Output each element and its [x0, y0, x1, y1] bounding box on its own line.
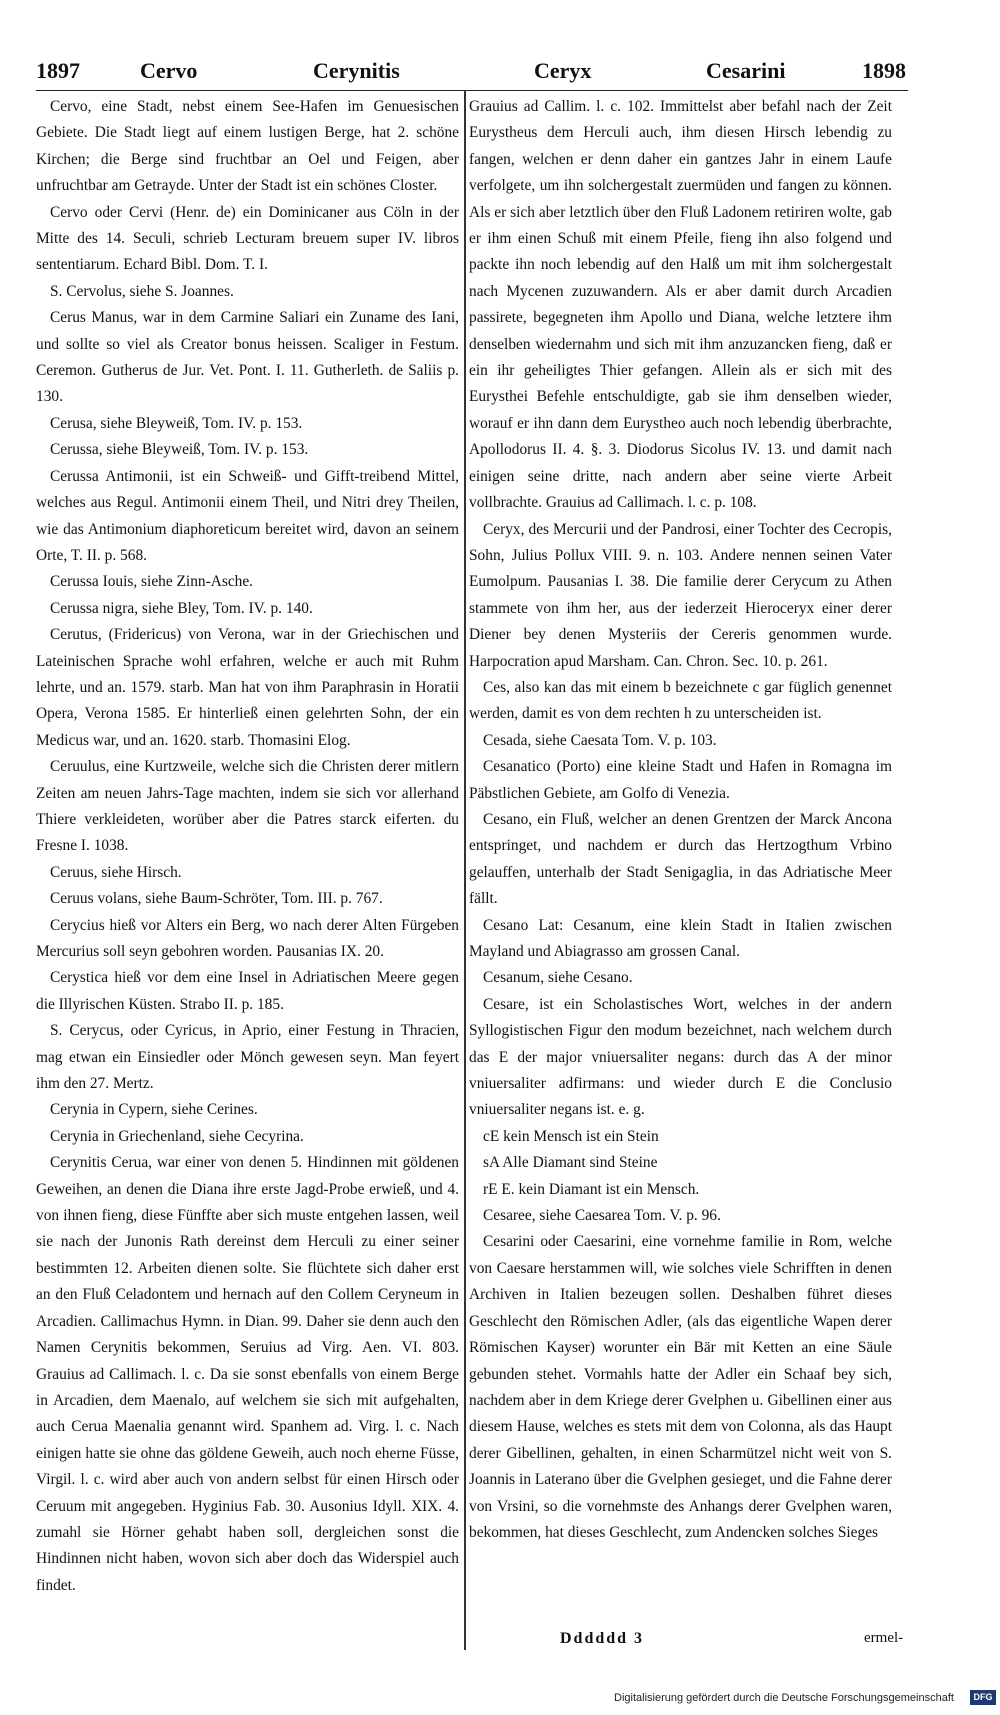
entry-paragraph: S. Cervolus, siehe S. Joannes.: [50, 282, 234, 300]
entry-paragraph: Cesanatico (Porto) eine kleine Stadt und Hafen in Romagna im Päbstlichen Gebiete, am Golfo di Venezia.: [469, 758, 892, 802]
header-keyword-2: Cerynitis: [313, 58, 400, 83]
left-column: [36, 94, 459, 1599]
entry-paragraph: Cesanum, siehe Cesano.: [483, 969, 633, 987]
entry-paragraph: Ceryx, des Mercurii und der Pandrosi, einer Tochter des Cecropis, Sohn, Julius Pollux VIII. 9. n. 103. Andere nennen seinen Vater Eumolpum. Pausanias I. 38. Die familie derer Cerycum zu Athen stammete von ihm her, aus der iederzeit Hieroceryx einer derer Diener bey denen Mysteriis der Cereris genommen wurde. Harpocration apud Marsham. Can. Chron. Sec. 10. p. 261.: [469, 520, 892, 670]
entry-paragraph: Ceruulus, eine Kurtzweile, welche sich die Christen derer mitlern Zeiten am neuen Jahrs-Tage machten, indem sie sich vor allerhand Thiere verkleideten, worüber aber die Patres starck eiferten. du Fresne I. 1038.: [36, 758, 459, 855]
entry-paragraph: Cerynitis Cerua, war einer von denen 5. Hindinnen mit göldenen Geweihen, an denen die Diana ihre erste Jagd-Probe erwieß, und 4. von ihnen fieng, diese Fünffte aber sich muste entgehen lassen, weil sie nach der Junonis Rath dereinst dem Herculi zu einer seiner bestimmten 12. Arbeiten dienen solte. Sie flüchtete sich daher erst an den Fluß Celadontem und hernach auf den Collem Ceryneum in Arcadien. Callimachus Hymn. in Dian. 99. Daher sie denn auch den Namen Cerynitis bekommen, Seruius ad Virg. Aen. VI. 803. Grauius ad Callimach. l. c. Da sie sonst ebenfalls von einem Berge in Arcadien, dem Maenalo, auf welchem sie sich mit aufgehalten, auch Cerua Maenalia genannt wird. Spanhem ad. Virg. l. c. Nach einigen hatte sie ohne das göldene Geweih, auch noch eherne Füsse, Virgil. l. c. wird aber auch von andern selbst für einen Hirsch oder Ceruum mit angegeben. Hyginius Fab. 30. Ausonius Idyll. XIX. 4. zumahl sie Hörner gehabt haben soll, dergleichen sonst die Hindinnen nicht haben, wovon sich aber doch das Widerspiel auch findet.: [36, 1154, 459, 1594]
entry-paragraph: Cerutus, (Fridericus) von Verona, war in der Griechischen und Lateinischen Sprache wohl erfahren, welche er auch mit Ruhm lehrte, und an. 1579. starb. Man hat von ihm Paraphrasin in Horatii Opera, Verona 1585. Er hinterließ einen gelehrten Sohn, der ein Medicus war, und an. 1620. starb. Thomasini Elog.: [36, 626, 459, 749]
entry-paragraph: Ceruus volans, siehe Baum-Schröter, Tom. III. p. 767.: [50, 890, 383, 908]
running-header: [36, 54, 906, 90]
entry-paragraph: Cervo, eine Stadt, nebst einem See-Hafen im Genuesischen Gebiete. Die Stadt liegt auf einem lustigen Berge, hat 2. schöne Kirchen; die Berge sind fruchtbar an Oel und Feigen, aber unfruchtbar am Getrayde. Unter der Stadt ist ein schönes Closter.: [36, 98, 459, 195]
entry-paragraph: Grauius ad Callim. l. c. 102. Immittelst aber befahl nach der Zeit Eurystheus dem Herculi auch, ihm diesen Hirsch lebendig zu fangen, welchen er denn daher ein gantzes Jahr in einem Laufe verfolgete, um ihn solchergestalt zuermüden und fangen zu können. Als er sich aber letztlich über den Fluß Ladonem retiriren wolte, gab er ihm einen Schuß mit einem Pfeile, fieng ihn also folgend und packte ihn noch lebendig auf den Halß um mit ihm solchergestalt nach Mycenen zuzuwandern. Als er aber damit durch Arcadien passirete, begegneten ihm Apollo und Diana, welche letztere ihm denselben wiedernahm und sich mit ihm anzuzancken fieng, daß er ein ihr geheiligtes Thier gefangen. Allein als er sich mit des Eurysthei Befehle entschuldigte, gab sie ihm denselben wieder, worauf er ihn dann dem Eurystheo auch noch lebendig überbrachte, Apollodorus II. 4. §. 3. Diodorus Sicolus IV. 13. und damit nach einigen seine dritte, nach andern aber seine vierte Arbeit vollbrachte. Grauius ad Callimach. l. c. p. 108.: [469, 98, 892, 512]
column-divider: [464, 90, 466, 1650]
header-keyword-1: Cervo: [140, 58, 198, 83]
entry-paragraph: cE kein Mensch ist ein Stein: [483, 1127, 659, 1145]
header-keyword-4: Cesarini: [706, 58, 786, 83]
entry-paragraph: Cesaree, siehe Caesarea Tom. V. p. 96.: [483, 1207, 721, 1225]
entry-paragraph: Cerussa Iouis, siehe Zinn-Asche.: [50, 573, 254, 591]
entry-paragraph: rE E. kein Diamant ist ein Mensch.: [483, 1180, 700, 1198]
catchword: ermel-: [864, 1630, 904, 1646]
entry-paragraph: Cerusa, siehe Bleyweiß, Tom. IV. p. 153.: [50, 414, 303, 432]
entry-paragraph: S. Cerycus, oder Cyricus, in Aprio, einer Festung in Thracien, mag etwan ein Einsiedler oder Mönch gewesen seyn. Man feyert ihm den 27. Mertz.: [36, 1022, 459, 1093]
entry-paragraph: Ces, also kan das mit einem b bezeichnete c gar füglich genennet werden, damit es von dem rechten h zu unterscheiden ist.: [469, 678, 892, 723]
entry-paragraph: Cerussa Antimonii, ist ein Schweiß- und Gifft-treibend Mittel, welches aus Regul. Antimonii einem Theil, und Nitri drey Theilen, wie das Antimonium diaphoreticum bereitet wird, davon an seinem Orte, T. II. p. 568.: [36, 467, 459, 564]
entry-paragraph: Cesare, ist ein Scholastisches Wort, welches in der andern Syllogistischen Figur den modum bezeichnet, nach welchem durch das E der major vniuersaliter negans: durch das A der minor vniuersaliter adfirmans: und wieder durch E die Conclusio vniuersaliter negans ist. e. g.: [469, 995, 892, 1119]
entry-paragraph: Cerystica hieß vor dem eine Insel in Adriatischen Meere gegen die Illyrischen Küsten. Strabo II. p. 185.: [36, 969, 459, 1013]
entry-paragraph: Cesarini oder Caesarini, eine vornehme familie in Rom, welche von Caesare herstammen will, wie solches viele Schrifften in denen Archiven in Italien bezeugen sollen. Deshalben führet dieses Geschlecht den Römischen Adler, (als das eigentliche Wapen derer Römischen Kayser) worunter ein Bär mit Ketten an eine Säule gebunden stehet. Vormahls hatte der Adler ein Schaaf bey sich, nachdem aber in dem Kriege derer Gvelphen u. Gibellinen einer aus diesem Hause, welches es stets mit dem von Colonna, als das Haupt derer Gibellinen, gehalten, in einen Scharmützel nicht weit von S. Joannis in Laterano über die Gvelphen gesieget, und die Fahne derer von Vrsini, so die vornehmste des Anhangs derer Gvelphen waren, bekommen, hat dieses Geschlecht, zum Andencken solches Sieges: [469, 1233, 892, 1541]
dfg-logo: DFG: [970, 1690, 996, 1705]
entry-paragraph: Cerycius hieß vor Alters ein Berg, wo nach derer Alten Fürgeben Mercurius soll seyn gebohren worden. Pausanias IX. 20.: [36, 916, 459, 960]
digitization-credit: Digitalisierung gefördert durch die Deutsche Forschungsgemeinschaft: [614, 1692, 954, 1704]
header-rule: [36, 90, 908, 91]
entry-paragraph: Cerussa, siehe Bleyweiß, Tom. IV. p. 153.: [50, 441, 309, 459]
signature-mark: Dddddd 3: [560, 1630, 645, 1647]
entry-paragraph: sA Alle Diamant sind Steine: [483, 1154, 658, 1172]
entry-paragraph: Cesano, ein Fluß, welcher an denen Grentzen der Marck Ancona entspringet, und nachdem er durch das Hertzogthum Vrbino gelauffen, unterhalb der Stadt Senigaglia, in das Adriatische Meer fällt.: [469, 810, 892, 908]
entry-paragraph: Cerynia in Griechenland, siehe Cecyrina.: [50, 1127, 304, 1145]
left-page-number: 1897: [36, 58, 80, 83]
right-column: [469, 94, 892, 1546]
entry-paragraph: Cesada, siehe Caesata Tom. V. p. 103.: [483, 731, 717, 749]
right-page-number: 1898: [862, 58, 906, 83]
entry-paragraph: Cervo oder Cervi (Henr. de) ein Dominicaner aus Cöln in der Mitte des 14. Seculi, schrieb Lecturam breuem super IV. libros sententiarum. Echard Bibl. Dom. T. I.: [36, 203, 459, 274]
entry-paragraph: Cerussa nigra, siehe Bley, Tom. IV. p. 140.: [50, 599, 313, 617]
entry-paragraph: Cerus Manus, war in dem Carmine Saliari ein Zuname des Iani, und sollte so viel als Creator bonus heissen. Scaliger in Festum. Ceremon. Gutherus de Jur. Vet. Pont. I. 11. Gutherleth. de Saliis p. 130.: [36, 309, 459, 406]
entry-paragraph: Cesano Lat: Cesanum, eine klein Stadt in Italien zwischen Mayland und Abiagrasso am grossen Canal.: [469, 916, 892, 960]
entry-paragraph: Cerynia in Cypern, siehe Cerines.: [50, 1101, 258, 1119]
entry-paragraph: Ceruus, siehe Hirsch.: [50, 863, 182, 881]
header-keyword-3: Ceryx: [534, 58, 592, 83]
